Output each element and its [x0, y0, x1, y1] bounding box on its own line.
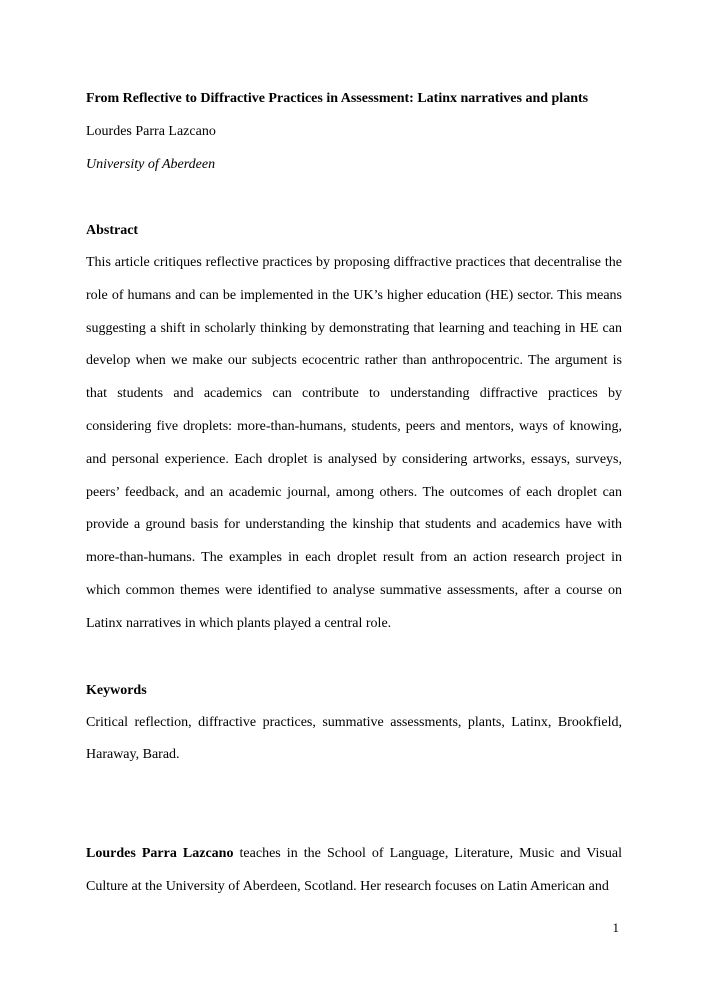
bio-text: teaches in the School of Language, Literature, Music and Visual Culture at the University of Aberdeen, Scotland. Her research focuses on Latin American and [86, 846, 622, 894]
abstract-paragraph: This article critiques reflective practices by proposing diffractive practices that decentralise the role of humans and can be implemented in the UK’s higher education (HE) sector. This means suggesting a shift in scholarly thinking by demonstrating that learning and teaching in HE can develop when we make our subjects ecocentric rather than anthropocentric. The argument is that students and academics can contribute to understanding diffractive practices by considering five droplets: more-than-humans, students, peers and mentors, ways of knowing, and personal experience. Each droplet is analysed by considering artworks, essays, surveys, peers’ feedback, and an academic journal, among others. The outcomes of each droplet can provide a ground basis for understanding the kinship that students and academics have with more-than-humans. The examples in each droplet result from an action research project in which common themes were identified to analyse summative assessments, after a course on Latinx narratives in which plants played a central role. [86, 255, 622, 631]
author-affiliation: University of Aberdeen [86, 157, 216, 172]
bio-author-name: Lourdes Parra Lazcano [86, 846, 234, 862]
keywords-heading: Keywords [86, 682, 147, 698]
page-number: 1 [612, 920, 619, 935]
paper-title: From Reflective to Diffractive Practices in Assessment: Latinx narratives and plants [86, 91, 589, 106]
bio-paragraph [86, 838, 622, 904]
keywords-paragraph: Critical reflection, diffractive practices, summative assessments, plants, Latinx, Brookfield, Haraway, Barad. [86, 714, 622, 763]
abstract-heading: Abstract [86, 223, 139, 238]
author-name: Lourdes Parra Lazcano [86, 124, 216, 139]
